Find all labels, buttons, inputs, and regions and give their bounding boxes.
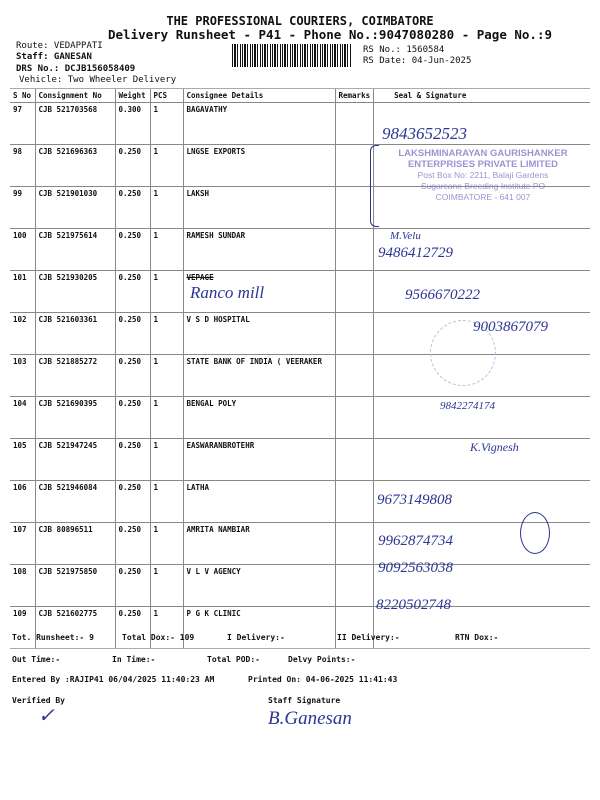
handwritten-consignee-correction: Ranco mill — [190, 283, 265, 302]
remarks-cell — [335, 439, 374, 481]
consignee-details: LAKSH — [183, 187, 335, 229]
row-sno: 109 — [10, 607, 35, 649]
consignee-details: V L V AGENCY — [183, 565, 335, 607]
handwritten-phone: 9673149808 — [377, 492, 452, 508]
remarks-cell — [335, 565, 374, 607]
weight: 0.250 — [115, 355, 150, 397]
consignee-details: BENGAL POLY — [183, 397, 335, 439]
col-pcs: PCS — [150, 89, 183, 103]
verified-check-mark: ✓ — [38, 705, 55, 727]
signature-mark — [520, 512, 550, 554]
company-stamp — [378, 148, 588, 203]
row-sno: 101 — [10, 271, 35, 313]
pcs: 1 — [150, 607, 183, 649]
table-row — [10, 481, 590, 523]
col-consignment: Consignment No — [35, 89, 115, 103]
staff-signature-label: Staff Signature — [268, 696, 341, 705]
row-sno: 104 — [10, 397, 35, 439]
tot-runsheet: Tot. Runsheet:- 9 — [12, 633, 94, 642]
consignment-no: CJB 521696363 — [35, 145, 115, 187]
total-pod: Total POD:- — [207, 655, 260, 664]
consignment-no: CJB 521975850 — [35, 565, 115, 607]
remarks-cell — [335, 229, 374, 271]
drs-no: DRS No.: DCJB156058409 — [16, 64, 136, 74]
remarks-cell — [335, 607, 374, 649]
pcs: 1 — [150, 271, 183, 313]
rs-date: RS Date: 04-Jun-2025 — [363, 56, 472, 66]
total-dox: Total Dox:- 109 — [122, 633, 195, 642]
remarks-cell — [335, 397, 374, 439]
remarks-cell — [335, 313, 374, 355]
pcs: 1 — [150, 439, 183, 481]
company-title: THE PROFESSIONAL COURIERS, COIMBATORE — [166, 14, 434, 28]
rtn-dox: RTN Dox:- — [455, 633, 499, 642]
pcs: 1 — [150, 103, 183, 145]
remarks-cell — [335, 145, 374, 187]
pcs: 1 — [150, 523, 183, 565]
col-consignee: Consignee Details — [183, 89, 335, 103]
pcs: 1 — [150, 187, 183, 229]
handwritten-name: K.Vignesh — [470, 440, 519, 454]
consignment-no: CJB 521930205 — [35, 271, 115, 313]
staff: Staff: GANESAN — [16, 52, 92, 62]
consignment-no: CJB 521703568 — [35, 103, 115, 145]
consignee-details: VEPAGE — [183, 271, 335, 313]
out-time: Out Time:- — [12, 655, 61, 664]
table-row — [10, 271, 590, 313]
consignee-details: RAMESH SUNDAR — [183, 229, 335, 271]
pcs: 1 — [150, 481, 183, 523]
handwritten-phone: 8220502748 — [376, 597, 451, 613]
remarks-cell — [335, 271, 374, 313]
consignee-details: V S D HOSPITAL — [183, 313, 335, 355]
weight: 0.250 — [115, 145, 150, 187]
table-row — [10, 103, 590, 145]
rs-no: RS No.: 1560584 — [363, 45, 445, 55]
consignment-no: CJB 521602775 — [35, 607, 115, 649]
row-sno: 106 — [10, 481, 35, 523]
handwritten-phone: 9842274174 — [440, 400, 495, 412]
weight: 0.250 — [115, 439, 150, 481]
in-time: In Time:- — [112, 655, 156, 664]
col-weight: Weight — [115, 89, 150, 103]
remarks-cell — [335, 523, 374, 565]
i-delivery: I Delivery:- — [227, 633, 285, 642]
stamp-line: LAKSHMINARAYAN GAURISHANKER — [398, 148, 568, 159]
weight: 0.300 — [115, 103, 150, 145]
row-sno: 100 — [10, 229, 35, 271]
consignee-details: BAGAVATHY — [183, 103, 335, 145]
stamp-line: Sugarcane Breeding Institute PO — [420, 181, 546, 191]
consignee-details: STATE BANK OF INDIA ( VEERAKER — [183, 355, 335, 397]
weight: 0.250 — [115, 271, 150, 313]
consignment-no: CJB 521901030 — [35, 187, 115, 229]
weight: 0.250 — [115, 397, 150, 439]
remarks-cell — [335, 481, 374, 523]
printed-on: Printed On: 04-06-2025 11:41:43 — [248, 675, 398, 684]
remarks-cell — [335, 355, 374, 397]
consignment-no: CJB 521975614 — [35, 229, 115, 271]
barcode — [232, 44, 352, 67]
consignment-no: CJB 521947245 — [35, 439, 115, 481]
weight: 0.250 — [115, 607, 150, 649]
verified-by-label: Verified By — [12, 696, 65, 705]
consignment-no: CJB 521690395 — [35, 397, 115, 439]
consignee-details: AMRITA NAMBIAR — [183, 523, 335, 565]
delvy-points: Delvy Points:- — [288, 655, 356, 664]
table-row — [10, 523, 590, 565]
row-sno: 97 — [10, 103, 35, 145]
pcs: 1 — [150, 313, 183, 355]
table-row — [10, 355, 590, 397]
staff-signature: B.Ganesan — [268, 708, 352, 729]
weight: 0.250 — [115, 481, 150, 523]
handwritten-phone: 9092563038 — [378, 560, 453, 576]
ii-delivery: II Delivery:- — [337, 633, 400, 642]
weight: 0.250 — [115, 229, 150, 271]
pcs: 1 — [150, 229, 183, 271]
entered-by: Entered By :RAJIP41 06/04/2025 11:40:23 AM — [12, 675, 215, 684]
pcs: 1 — [150, 397, 183, 439]
row-sno: 107 — [10, 523, 35, 565]
table-header-row — [10, 89, 590, 103]
row-sno: 105 — [10, 439, 35, 481]
consignee-details: LATHA — [183, 481, 335, 523]
pcs: 1 — [150, 145, 183, 187]
weight: 0.250 — [115, 313, 150, 355]
bracket-mark — [370, 145, 379, 227]
consignment-no: CJB 521603361 — [35, 313, 115, 355]
consignment-no: CJB 521946084 — [35, 481, 115, 523]
col-remarks: Remarks — [335, 89, 374, 103]
table-row — [10, 565, 590, 607]
handwritten-phone: 9962874734 — [378, 533, 453, 549]
weight: 0.250 — [115, 187, 150, 229]
runsheet-subtitle: Delivery Runsheet - P41 - Phone No.:9047080280 - Page No.:9 — [108, 27, 553, 42]
handwritten-phone: 9003867079 — [473, 319, 548, 335]
col-seal: Seal & Signature — [374, 89, 590, 103]
stamp-line: ENTERPRISES PRIVATE LIMITED — [407, 159, 559, 170]
row-sno: 99 — [10, 187, 35, 229]
remarks-cell — [335, 103, 374, 145]
col-sno: S No — [10, 89, 35, 103]
consignment-no: CJB 521885272 — [35, 355, 115, 397]
handwritten-phone: 9566670222 — [405, 287, 480, 303]
stamp-line: COIMBATORE - 641 007 — [435, 192, 531, 202]
consignee-details: EASWARANBROTEHR — [183, 439, 335, 481]
consignee-details: LNGSE EXPORTS — [183, 145, 335, 187]
consignment-no: CJB 80896511 — [35, 523, 115, 565]
weight: 0.250 — [115, 523, 150, 565]
handwritten-name: M.Velu — [390, 230, 421, 242]
pcs: 1 — [150, 355, 183, 397]
table-row — [10, 397, 590, 439]
remarks-cell — [335, 187, 374, 229]
row-sno: 102 — [10, 313, 35, 355]
stamp-line: Post Box No: 2211, Balaji Gardens — [417, 170, 549, 180]
row-sno: 108 — [10, 565, 35, 607]
weight: 0.250 — [115, 565, 150, 607]
table-row — [10, 229, 590, 271]
row-sno: 98 — [10, 145, 35, 187]
consignee-details: P G K CLINIC — [183, 607, 335, 649]
table-row — [10, 607, 590, 649]
pcs: 1 — [150, 565, 183, 607]
handwritten-phone: 9843652523 — [382, 124, 467, 143]
route: Route: VEDAPPATI — [16, 41, 103, 51]
row-sno: 103 — [10, 355, 35, 397]
handwritten-phone: 9486412729 — [378, 245, 453, 261]
vehicle: Vehicle: Two Wheeler Delivery — [19, 75, 177, 85]
